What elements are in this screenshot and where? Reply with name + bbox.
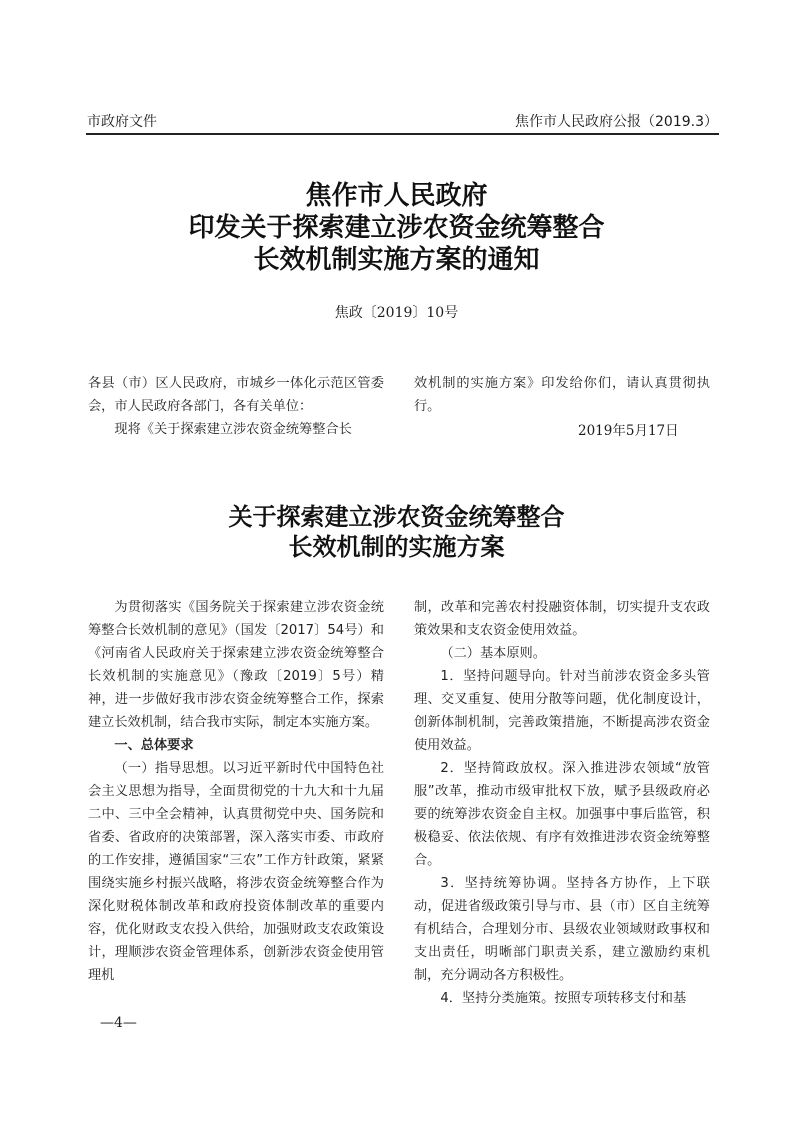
document-number: 焦政〔2019〕10号 [334,305,459,321]
notice-title-line: 焦作市人民政府 [305,181,488,211]
paragraph-continued: 制，改革和完善农村投融资体制，切实提升支农政策效果和支农资金使用效益。 [414,600,710,638]
paragraph: 4．坚持分类施策。按照专项转移支付和基 [440,991,687,1006]
plan-column-left [88,596,384,987]
notice-title-line: 印发关于探索建立涉农资金统筹整合 [188,213,605,243]
notice-body-right [414,372,710,418]
notice-text-part1: 现将《关于探索建立涉农资金统筹整合长 [114,422,352,437]
paragraph: 3．坚持统筹协调。坚持各方协作，上下联动，促进省级政策引导与市、县（市）区自主统筹有机结合，合理划分市、县级农业领域财政事权和支出责任，明晰部门职责关系，建立激励约束机制，充分调动各方积极性。 [414,876,710,983]
subsection-heading: （二）基本原则。 [440,646,546,661]
plan-title-line: 长效机制的实施方案 [288,532,505,561]
issue-date: 2019年5月17日 [578,423,679,439]
notice-text-part2: 效机制的实施方案》印发给你们，请认真贯彻执行。 [414,376,710,414]
addressee: 各县（市）区人民政府，市城乡一体化示范区管委会，市人民政府各部门，各有关单位： [88,376,384,414]
notice-title-line: 长效机制实施方案的通知 [253,245,540,275]
plan-title-line: 关于探索建立涉农资金统筹整合 [228,502,565,531]
notice-title [0,180,793,276]
section-heading: 一、总体要求 [114,738,194,753]
header-rule [86,133,719,135]
paragraph: 为贯彻落实《国务院关于探索建立涉农资金统筹整合长效机制的意见》（国发〔2017〕54号）和《河南省人民政府关于探索建立涉农资金统筹整合长效机制的实施意见》（豫政〔2019〕5号）精神，进一步做好我市涉农资金统筹整合工作，探索建立长效机制，结合我市实际，制定本实施方案。 [88,600,384,730]
header-section-label: 市政府文件 [87,114,157,130]
plan-title [0,502,793,562]
paragraph: 2．坚持简政放权。深入推进涉农领域“放管服”改革，推动市级审批权下放，赋予县级政府必要的统筹涉农资金自主权。加强事中事后监管，积极稳妥、依法依规、有序有效推进涉农资金统筹整合。 [414,761,710,868]
running-header [87,111,718,131]
notice-body-left [88,372,384,441]
page-number: —4— [100,1015,137,1031]
header-publication-label: 焦作市人民政府公报（2019.3） [515,114,718,130]
paragraph: （一）指导思想。以习近平新时代中国特色社会主义思想为指导，全面贯彻党的十九大和十九届二中、三中全会精神，认真贯彻党中央、国务院和省委、省政府的决策部署，深入落实市委、市政府的工作安排，遵循国家“三农”工作方针政策，紧紧围绕实施乡村振兴战略，将涉农资金统筹整合作为深化财税体制改革和政府投资体制改革的重要内容，优化财政支农投入供给，加强财政支农政策设计，理顺涉农资金管理体系，创新涉农资金使用管理机 [88,761,384,983]
plan-column-right [414,596,710,1010]
paragraph: 1．坚持问题导向。针对当前涉农资金多头管理、交叉重复、使用分散等问题，优化制度设计，创新体制机制，完善政策措施，不断提高涉农资金使用效益。 [414,669,710,753]
